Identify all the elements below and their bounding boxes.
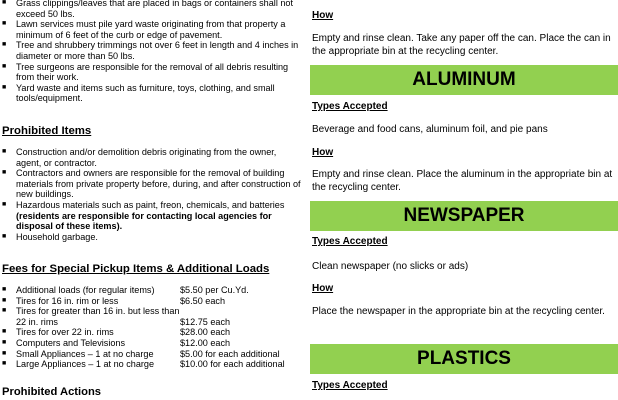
prohibited-item xyxy=(0,168,304,200)
newspaper-banner: NEWSPAPER xyxy=(310,201,618,231)
fee-row xyxy=(0,359,304,370)
aluminum-types-text: Beverage and food cans, aluminum foil, and pie pans xyxy=(312,124,548,135)
yard-waste-item: ■ Lawn services must pile yard waste originating from that property a minimum of 6 feet of the curb or edge of pavement. xyxy=(0,19,304,40)
fee-label: ■ Tires for greater than 16 in. but less than 22 in. rims xyxy=(16,306,180,327)
prohibited-item-text: Hazardous materials such as paint, freon, chemicals, and batteries xyxy=(16,199,285,210)
yard-waste-item: ■ Yard waste and items such as furniture, toys, clothing, and small tools/equipment. xyxy=(0,83,304,104)
aluminum-types-heading: Types Accepted xyxy=(312,101,388,112)
top-how-heading: How xyxy=(312,10,334,21)
fee-label: ■ Additional loads (for regular items) xyxy=(16,285,155,295)
prohibited-item-text: Contractors and owners are responsible for the removal of building materials from private property before, during, and after construction of new buildings. xyxy=(16,168,301,200)
prohibited-items-list xyxy=(0,147,304,242)
prohibited-item xyxy=(0,232,304,243)
fee-price: $12.75 each xyxy=(180,316,231,327)
fee-price: $5.00 for each additional xyxy=(180,348,280,359)
yard-waste-item: ■ Grass clippings/leaves that are placed in bags or containers shall not exceed 50 lbs. xyxy=(0,0,304,19)
prohibited-item xyxy=(0,200,304,232)
prohibited-item-note: (residents are responsible for contacting local agencies for disposal of these items). xyxy=(16,210,272,232)
newspaper-types-text: Clean newspaper (no slicks or ads) xyxy=(312,261,469,272)
fee-price: $10.00 for each additional xyxy=(180,359,285,370)
fee-row xyxy=(0,296,304,307)
fee-row xyxy=(0,285,304,296)
newspaper-how-heading: How xyxy=(312,283,334,294)
yard-waste-list xyxy=(0,0,304,104)
newspaper-how-text: Place the newspaper in the appropriate bin at the recycling center. xyxy=(312,306,605,317)
fee-price: $5.50 per Cu.Yd. xyxy=(180,285,249,295)
prohibited-item-text: Household garbage. xyxy=(16,231,98,242)
fee-row xyxy=(0,327,304,338)
fee-label: ■ Small Appliances – 1 at no charge xyxy=(16,348,154,359)
fee-row xyxy=(0,349,304,360)
prohibited-items-heading: Prohibited Items xyxy=(2,125,92,137)
top-how-text: Empty and rinse clean. Take any paper off the can. Place the can in the appropriate bin at the recycling center. xyxy=(312,33,611,58)
fee-label: ■ Computers and Televisions xyxy=(16,337,126,348)
fee-price: $6.50 each xyxy=(180,295,226,306)
aluminum-banner: ALUMINUM xyxy=(310,65,618,95)
prohibited-item-text: Construction and/or demolition debris originating from the owner, agent, or contractor. xyxy=(16,147,277,168)
fee-price: $12.00 each xyxy=(180,337,231,348)
fees-list xyxy=(0,285,304,370)
yard-waste-item: ■ Tree and shrubbery trimmings not over 6 feet in length and 4 inches in diameter or more than 50 lbs. xyxy=(0,40,304,61)
fee-label: ■ Large Appliances – 1 at no charge xyxy=(16,359,155,370)
newspaper-types-heading: Types Accepted xyxy=(312,236,388,247)
fee-row xyxy=(0,306,304,327)
fee-label: ■ Tires for over 22 in. rims xyxy=(16,327,114,338)
fee-price: $28.00 each xyxy=(180,327,231,338)
fee-label: ■ Tires for 16 in. rim or less xyxy=(16,295,119,306)
aluminum-how-text: Empty and rinse clean. Place the aluminum in the appropriate bin at the recycling center. xyxy=(312,169,613,194)
fees-heading: Fees for Special Pickup Items & Additional Loads xyxy=(2,263,270,275)
plastics-banner: PLASTICS xyxy=(310,344,618,374)
yard-waste-item: ■ Tree surgeons are responsible for the removal of all debris resulting from their work. xyxy=(0,62,304,83)
aluminum-how-heading: How xyxy=(312,147,334,158)
plastics-types-heading: Types Accepted xyxy=(312,380,388,391)
fee-row xyxy=(0,338,304,349)
prohibited-item xyxy=(0,147,304,168)
prohibited-actions-heading: Prohibited Actions xyxy=(2,386,102,398)
